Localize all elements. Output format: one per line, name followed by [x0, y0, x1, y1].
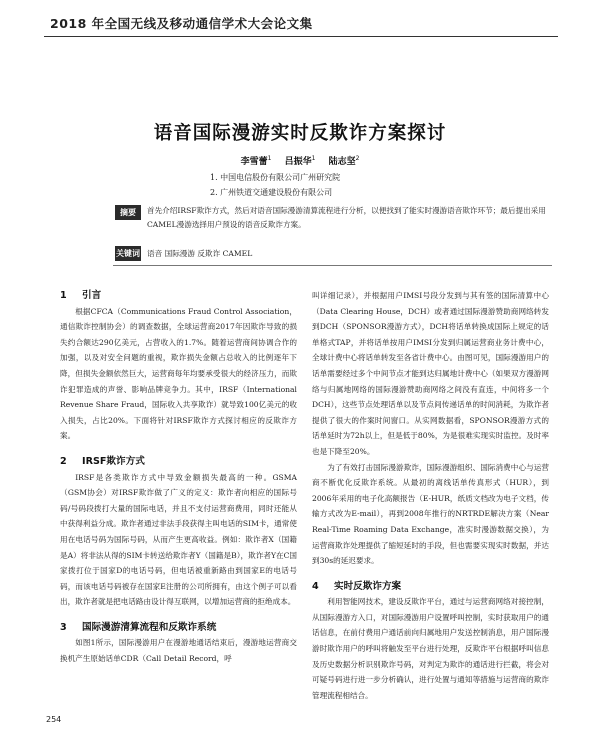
- section-heading: 3 国际漫游清算流程和反欺诈系统: [60, 621, 217, 633]
- section-heading: 4 实时反欺诈方案: [312, 580, 402, 592]
- header-rule: [44, 36, 558, 37]
- author: 吕振华$^1$: [284, 155, 316, 167]
- abstract-label: 摘要: [115, 205, 141, 220]
- paragraph: 叫详细记录），并根据用户IMSI号段分发到与其有签的国际清算中心（Data Clearing House，DCH）或者通过国际漫游赞助商网络转发到DCH（SPONSOR漫游方式），DCH将话单转换成国际上规定的话单格式TAP，并将话单按用户IMSI分发到归属运营商业务计费中心，全球计费中心将话单转发至各省计费中心。由图可见，国际漫游用户的话单需要经过多个中间节点才能到达归属地计费中心（如果双方漫游网络与归属地网络的国际漫游赞助商网络之间没有直连，中间将多一个DCH），这些节点处理话单以及节点间传递话单的时间消耗，为欺诈者提供了很大的作案时间窗口。从实网数据看，SPONSOR漫游方式的话单延时为72h以上，但是低于80%，为是很难实现实时监控。及时率也是下降至20%。: [312, 291, 549, 456]
- paper-title: 语音国际漫游实时反欺诈方案探讨: [153, 123, 447, 144]
- paragraph: 利用智能网技术，建设反欺诈平台，通过与运营商网络对接控制，从国际漫游方入口，对国际漫游用户设置呼叫控制，实时获取用户的通话信息，在前付费用户通话前向归属地用户发送控制消息，用户国际漫游时欺诈用户的呼叫将触发至平台进行处理，反欺诈平台根据呼叫信息及历史数据分析识别欺诈号码，对判定为欺诈的通话进行拦截，将会对可疑号码进行进一步分析确认，进行处置与通知等措施与运营商的欺诈管理流程相结合。: [312, 597, 549, 700]
- paragraph: 根据CFCA（Communications Fraud Control Association，通信欺诈控制协会）的调查数据，全球运营商2017年因欺诈导致的损失约合额达290亿美元，占营收入的1.7%。随着运营商间协调合作的加强，以及对安全问题的重视，欺诈损失金额占总收入的比例逐年下降，但损失金额依然巨大，运营商每年均要承受很大的经济压力，而欺诈犯罪造成的声誉、影响品牌竞争力。其中，IRSF（International Revenue Share Fraud，国际收入共享欺诈）就导致100亿美元的收入损失，占比20%。下面将针对IRSF欺诈方式探讨相应的反欺诈方案。: [60, 306, 297, 441]
- paragraph: IRSF是各类欺诈方式中导致金额损失最高的一种。GSMA（GSM协会）对IRSF欺诈做了广义的定义：欺诈者向相应的国际号码/号码段拨打大量的国际电话，并且不支付运营商费用，同时还能从中获得利益分成。欺诈者通过非法手段获得主叫电话的SIM卡，通常使用在电话号码为国际号码，从而产生更高收益。例如：欺诈者X（国籍是A）将非法从得的SIM卡转送给欺诈者Y（国籍是B），欺诈者Y在C国家拨打位于国家D的电话号码，但电话被重新路由到国家E的电话号码，而该电话号码被存在国家E注册的公司所拥有，由这个例子可以看出，欺诈者就是把电话路由设计得互联网，以增加运营商的拒绝成本。: [60, 472, 297, 607]
- abstract-text: 首先介绍IRSF欺诈方式，然后对语音国际漫游清算流程进行分析，以便找到了能实时漫游语音欺诈环节；最后提出采用CAMEL漫游选择用户预设的语音反欺诈方案。: [147, 206, 546, 229]
- author: 李雪蕾$^1$: [240, 155, 272, 167]
- paragraph: 为了有效打击国际漫游欺诈，国际漫游组织、国际消费中心与运营商不断优化反欺诈系统。从最初的离线话单传真形式（HUR），到2006年采用的电子化高额报告（E-HUR，纸质文档改为电子文档，传输方式改为E-mail），再到2008年推行的NRTRDE解决方案（Near Real-Time Roaming Data Exchange，准实时漫游数据交换），为运营商欺诈处理提供了缩短延时的手段，但也需要实现实时数据，并达到30s的延迟要求。: [312, 462, 549, 566]
- abstract-divider: [113, 265, 552, 266]
- affiliation: 2. 广州铁道交通建设股份有限公司: [210, 188, 333, 197]
- affiliation: 1. 中国电信股份有限公司广州研究院: [210, 173, 341, 182]
- left-column: [60, 288, 297, 667]
- author: 陆志坚$^2$: [328, 155, 360, 167]
- paragraph: 如图1所示，国际漫游用户在漫游地通话结束后，漫游地运营商交换机产生原始话单CDR（Call Detail Record，呼: [60, 638, 297, 664]
- keywords-label: 关键词: [115, 246, 141, 261]
- running-head: 2018 年全国无线及移动通信学术大会论文集: [50, 16, 313, 31]
- section-heading: 1 引言: [60, 290, 102, 301]
- section-heading: 2 IRSF欺诈方式: [60, 455, 145, 467]
- affiliations: [210, 170, 340, 200]
- keywords-text: 语音 国际漫游 反欺诈 CAMEL: [147, 249, 253, 258]
- author-list: [40, 154, 560, 167]
- page-number: 254: [46, 715, 62, 724]
- right-column: [312, 288, 549, 703]
